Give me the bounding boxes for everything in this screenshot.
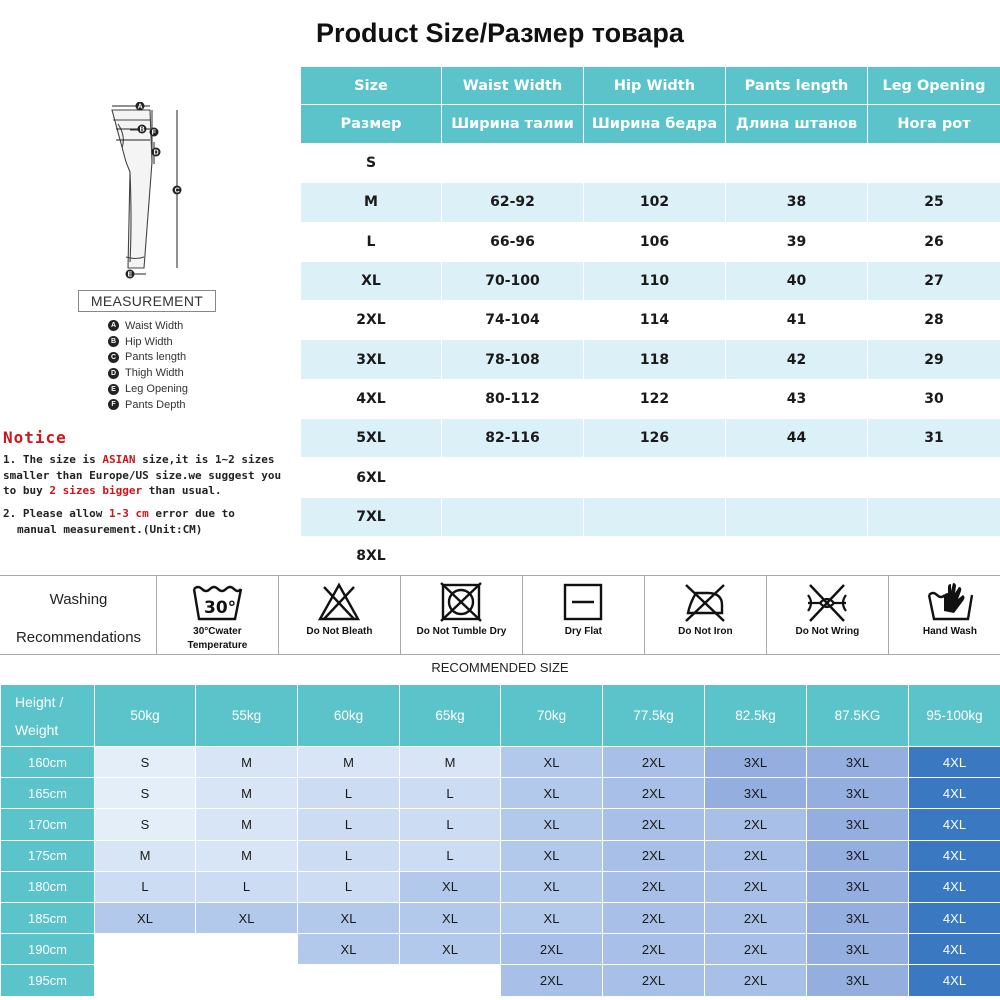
wash-caption: Do Not Bleath xyxy=(306,626,373,637)
notice-highlight: 2 sizes bigger xyxy=(49,484,143,497)
legend-item xyxy=(108,381,188,397)
notice-text: manual measurement.(Unit:CM) xyxy=(17,522,203,536)
measurement-cell: 38 xyxy=(726,183,868,222)
size-table-row xyxy=(301,379,1000,418)
svg-text:A: A xyxy=(137,103,143,111)
measurement-cell xyxy=(868,497,1000,536)
wash-caption: 30°Cwater Temperature xyxy=(187,626,248,651)
recommended-row xyxy=(1,934,1000,965)
measurement-cell: 102 xyxy=(584,183,726,222)
size-table-body xyxy=(301,144,1000,576)
recommended-size-cell: L xyxy=(298,809,400,840)
recommended-size-cell: 3XL xyxy=(807,747,909,778)
recommended-size-cell: M xyxy=(298,747,400,778)
recommended-size-cell: L xyxy=(196,871,298,902)
measurement-cell xyxy=(726,497,868,536)
legend-item xyxy=(108,365,188,381)
recommended-size-cell xyxy=(95,934,196,965)
height-cell: 160cm xyxy=(1,747,95,778)
wash-caption: Do Not Wring xyxy=(795,626,860,637)
legend-letter: A xyxy=(108,320,119,331)
recommended-size-cell: 2XL xyxy=(603,809,705,840)
svg-text:E: E xyxy=(127,271,133,279)
measurement-cell: 44 xyxy=(726,419,868,458)
legend-letter: D xyxy=(108,368,119,379)
size-table-row xyxy=(301,261,1000,300)
legend-text: Thigh Width xyxy=(125,367,184,380)
recommended-size-cell: M xyxy=(196,840,298,871)
wash-caption: Do Not Tumble Dry xyxy=(416,626,507,637)
svg-text:B: B xyxy=(139,126,145,134)
measurement-cell: 27 xyxy=(868,261,1000,300)
recommended-size-cell: 2XL xyxy=(603,778,705,809)
recommended-size-cell: XL xyxy=(298,902,400,933)
size-cell: 6XL xyxy=(301,458,442,497)
legend-item xyxy=(108,397,188,413)
measurement-cell: 80-112 xyxy=(442,379,584,418)
notice-item-2 xyxy=(3,506,299,537)
size-table-header-en xyxy=(301,67,1000,105)
recommended-size-cell: L xyxy=(400,778,501,809)
measurement-cell: 31 xyxy=(868,419,1000,458)
recommended-row xyxy=(1,840,1000,871)
recommended-size-cell: 4XL xyxy=(909,809,1000,840)
measurement-cell: 40 xyxy=(726,261,868,300)
recommended-size-cell: 3XL xyxy=(705,747,807,778)
measurement-cell: 30 xyxy=(868,379,1000,418)
dry-flat-icon xyxy=(560,581,606,623)
recommended-size-cell: XL xyxy=(400,934,501,965)
recommended-size-cell: L xyxy=(298,871,400,902)
measurement-label: MEASUREMENT xyxy=(78,290,216,312)
recommended-size-cell: 2XL xyxy=(705,934,807,965)
recommended-size-cell: XL xyxy=(501,902,603,933)
legend-text: Pants length xyxy=(125,351,187,364)
size-cell: L xyxy=(301,222,442,261)
size-table xyxy=(300,66,1000,576)
measurement-cell: 41 xyxy=(726,301,868,340)
recommended-size-cell: 2XL xyxy=(705,965,807,996)
size-cell: 8XL xyxy=(301,536,442,575)
measurement-cell xyxy=(442,144,584,183)
measurement-cell: 78-108 xyxy=(442,340,584,379)
weight-header: 95-100kg xyxy=(909,685,1000,747)
notice-text: size,it is 1~2 sizes smaller than Europe/US size.we suggest you to buy xyxy=(3,453,282,497)
recommended-size-cell: M xyxy=(95,840,196,871)
size-table-row xyxy=(301,301,1000,340)
recommended-size-cell: 4XL xyxy=(909,965,1000,996)
recommended-size-cell: L xyxy=(400,809,501,840)
measurement-cell: 42 xyxy=(726,340,868,379)
height-cell: 185cm xyxy=(1,902,95,933)
measurement-cell: 26 xyxy=(868,222,1000,261)
legend-text: Waist Width xyxy=(125,319,184,332)
column-header: Hip Width xyxy=(584,67,726,105)
recommended-size-cell: 4XL xyxy=(909,840,1000,871)
size-cell: 7XL xyxy=(301,497,442,536)
size-table-header-ru xyxy=(301,105,1000,144)
recommended-row xyxy=(1,871,1000,902)
weight-header: 87.5KG xyxy=(807,685,909,747)
measurement-cell: 110 xyxy=(584,261,726,300)
recommended-size-cell: 2XL xyxy=(501,934,603,965)
size-table-row xyxy=(301,458,1000,497)
measurement-cell: 25 xyxy=(868,183,1000,222)
height-cell: 165cm xyxy=(1,778,95,809)
washing-label-line2: Recommendations xyxy=(15,629,142,646)
recommended-size-cell: XL xyxy=(501,747,603,778)
legend-letter: F xyxy=(108,399,119,410)
recommended-size-cell: 3XL xyxy=(807,840,909,871)
legend-text: Pants Depth xyxy=(125,398,186,411)
measurement-cell xyxy=(726,144,868,183)
measurement-cell: 118 xyxy=(584,340,726,379)
size-cell: 3XL xyxy=(301,340,442,379)
corner-header xyxy=(1,685,95,747)
size-cell: 2XL xyxy=(301,301,442,340)
wash-item xyxy=(279,576,401,654)
measurement-cell xyxy=(442,458,584,497)
recommended-size-cell: XL xyxy=(298,934,400,965)
recommended-size-cell: 2XL xyxy=(603,965,705,996)
measurement-cell xyxy=(868,458,1000,497)
recommended-size-cell: 3XL xyxy=(807,902,909,933)
weight-header: 55kg xyxy=(196,685,298,747)
notice-text: error due to xyxy=(148,507,235,520)
recommended-size-cell: 2XL xyxy=(705,871,807,902)
legend-letter: C xyxy=(108,352,119,363)
legend-item xyxy=(108,318,188,334)
weight-header: 50kg xyxy=(95,685,196,747)
washing-section xyxy=(0,575,1000,655)
legend-letter: B xyxy=(108,336,119,347)
column-header: Нога рот xyxy=(868,105,1000,144)
legend-letter: E xyxy=(108,384,119,395)
recommended-size-cell: M xyxy=(196,809,298,840)
measurement-cell xyxy=(584,458,726,497)
recommended-size-cell: 3XL xyxy=(807,871,909,902)
size-table-row xyxy=(301,497,1000,536)
measurement-cell: 39 xyxy=(726,222,868,261)
recommended-row xyxy=(1,809,1000,840)
svg-text:F: F xyxy=(151,129,156,137)
weight-header: 60kg xyxy=(298,685,400,747)
recommended-size-cell: 3XL xyxy=(807,778,909,809)
svg-text:C: C xyxy=(174,187,180,195)
weight-header: 82.5kg xyxy=(705,685,807,747)
column-header: Waist Width xyxy=(442,67,584,105)
size-cell: M xyxy=(301,183,442,222)
wash-caption: Do Not Iron xyxy=(678,626,733,637)
recommended-size-cell: XL xyxy=(501,809,603,840)
do-not-iron-icon xyxy=(682,581,728,623)
pants-diagram xyxy=(96,102,206,288)
height-cell: 180cm xyxy=(1,871,95,902)
recommended-size-cell: S xyxy=(95,809,196,840)
measurement-cell: 82-116 xyxy=(442,419,584,458)
size-table-row xyxy=(301,183,1000,222)
column-header: Ширина бедра xyxy=(584,105,726,144)
legend-item xyxy=(108,334,188,350)
wash-caption: Hand Wash xyxy=(922,626,977,637)
legend-text: Hip Width xyxy=(125,335,173,348)
measurement-cell: 28 xyxy=(868,301,1000,340)
recommended-size-cell: L xyxy=(400,840,501,871)
weight-header: 65kg xyxy=(400,685,501,747)
notice-text: 2. Please allow xyxy=(3,507,109,520)
measurement-cell xyxy=(442,536,584,575)
recommended-size-cell: 4XL xyxy=(909,871,1000,902)
column-header: Size xyxy=(301,67,442,105)
measurement-cell: 126 xyxy=(584,419,726,458)
measurement-cell: 62-92 xyxy=(442,183,584,222)
size-cell: 4XL xyxy=(301,379,442,418)
recommended-row xyxy=(1,902,1000,933)
recommended-size-cell: 2XL xyxy=(603,902,705,933)
corner-line1: Height / xyxy=(15,693,64,710)
size-table-row xyxy=(301,144,1000,183)
recommended-size-cell: S xyxy=(95,778,196,809)
recommended-size-cell: XL xyxy=(400,871,501,902)
recommended-row xyxy=(1,965,1000,996)
measurement-cell: 70-100 xyxy=(442,261,584,300)
size-table-row xyxy=(301,222,1000,261)
wash-item xyxy=(767,576,889,654)
column-header: Размер xyxy=(301,105,442,144)
recommended-table-body xyxy=(1,747,1000,997)
page-title: Product Size/Размер товара xyxy=(316,17,684,48)
recommended-size-table xyxy=(0,684,1000,997)
column-header: Pants length xyxy=(726,67,868,105)
measurement-panel xyxy=(0,66,300,574)
measurement-cell xyxy=(584,497,726,536)
legend-item xyxy=(108,350,188,366)
recommended-size-cell: M xyxy=(196,778,298,809)
recommended-size-cell: L xyxy=(95,871,196,902)
height-cell: 195cm xyxy=(1,965,95,996)
recommended-row xyxy=(1,747,1000,778)
recommended-size-cell: M xyxy=(196,747,298,778)
wash-item xyxy=(401,576,523,654)
wash-item xyxy=(889,576,1000,654)
measurement-cell xyxy=(584,536,726,575)
size-table-row xyxy=(301,536,1000,575)
do-not-wring-icon xyxy=(804,581,850,623)
recommended-size-cell xyxy=(196,965,298,996)
recommended-size-cell xyxy=(95,965,196,996)
recommended-title: RECOMMENDED SIZE xyxy=(431,660,569,675)
size-table-row xyxy=(301,340,1000,379)
weight-header: 77.5kg xyxy=(603,685,705,747)
do-not-tumble-dry-icon xyxy=(438,581,484,623)
recommended-size-cell: 2XL xyxy=(705,840,807,871)
wash-item xyxy=(645,576,767,654)
measurement-cell xyxy=(726,458,868,497)
recommended-size-cell: 2XL xyxy=(501,965,603,996)
measurement-cell xyxy=(868,536,1000,575)
height-cell: 175cm xyxy=(1,840,95,871)
recommended-size-cell: 4XL xyxy=(909,902,1000,933)
recommended-size-cell: XL xyxy=(95,902,196,933)
notice-highlight: 1-3 cm xyxy=(108,507,149,520)
wash-item xyxy=(157,576,279,654)
height-cell: 190cm xyxy=(1,934,95,965)
recommended-header-row xyxy=(1,685,1000,747)
recommended-size-cell: 3XL xyxy=(807,965,909,996)
notice-highlight: ASIAN xyxy=(102,453,136,466)
column-header: Ширина талии xyxy=(442,105,584,144)
wash-30-icon xyxy=(191,581,243,623)
notice-item-1 xyxy=(3,452,299,499)
size-cell: XL xyxy=(301,261,442,300)
recommended-size-cell: 4XL xyxy=(909,934,1000,965)
measurement-cell: 43 xyxy=(726,379,868,418)
recommended-size-cell: 3XL xyxy=(807,809,909,840)
recommended-size-cell: 4XL xyxy=(909,778,1000,809)
recommended-size-cell: 2XL xyxy=(705,809,807,840)
recommended-size-cell: 3XL xyxy=(807,934,909,965)
measurement-cell xyxy=(584,144,726,183)
notice-text: 1. The size is xyxy=(3,453,103,466)
recommended-size-cell: 2XL xyxy=(603,871,705,902)
size-table-row xyxy=(301,419,1000,458)
wash-item xyxy=(523,576,645,654)
measurement-cell: 114 xyxy=(584,301,726,340)
svg-text:D: D xyxy=(153,149,159,157)
recommended-size-cell: 2XL xyxy=(603,747,705,778)
size-cell: 5XL xyxy=(301,419,442,458)
height-cell: 170cm xyxy=(1,809,95,840)
measurement-cell xyxy=(726,536,868,575)
wash-tub-text: 30° xyxy=(204,598,237,618)
recommended-size-cell: XL xyxy=(196,902,298,933)
recommended-size-cell: L xyxy=(298,778,400,809)
measurement-cell: 66-96 xyxy=(442,222,584,261)
recommended-size-cell: XL xyxy=(501,871,603,902)
wash-caption: Dry Flat xyxy=(564,626,603,637)
size-cell: S xyxy=(301,144,442,183)
measurement-cell: 74-104 xyxy=(442,301,584,340)
column-header: Длина штанов xyxy=(726,105,868,144)
recommended-size-cell: 3XL xyxy=(705,778,807,809)
washing-label-line1: Washing xyxy=(49,591,108,608)
recommended-size-cell: 2XL xyxy=(603,840,705,871)
do-not-bleach-icon xyxy=(316,581,362,623)
recommended-size-cell xyxy=(400,965,501,996)
recommended-size-cell: XL xyxy=(501,840,603,871)
recommended-size-cell xyxy=(298,965,400,996)
legend-text: Leg Opening xyxy=(125,383,188,396)
measurement-cell: 106 xyxy=(584,222,726,261)
recommended-size-cell: 2XL xyxy=(603,934,705,965)
notice-title: Notice xyxy=(3,428,67,447)
recommended-size-cell: 4XL xyxy=(909,747,1000,778)
washing-label xyxy=(0,576,157,654)
measurement-cell: 122 xyxy=(584,379,726,418)
recommended-size-cell: M xyxy=(400,747,501,778)
hand-wash-icon xyxy=(926,581,974,623)
recommended-size-cell: XL xyxy=(501,778,603,809)
recommended-size-cell: S xyxy=(95,747,196,778)
corner-line2: Weight xyxy=(15,721,59,738)
recommended-size-cell xyxy=(196,934,298,965)
column-header: Leg Opening xyxy=(868,67,1000,105)
weight-header: 70kg xyxy=(501,685,603,747)
recommended-row xyxy=(1,778,1000,809)
notice-text: than usual. xyxy=(142,484,222,497)
measurement-cell xyxy=(868,144,1000,183)
measurement-cell: 29 xyxy=(868,340,1000,379)
measurement-cell xyxy=(442,497,584,536)
recommended-size-cell: 2XL xyxy=(705,902,807,933)
recommended-size-cell: L xyxy=(298,840,400,871)
recommended-size-cell: XL xyxy=(400,902,501,933)
measurement-legend xyxy=(108,318,188,413)
